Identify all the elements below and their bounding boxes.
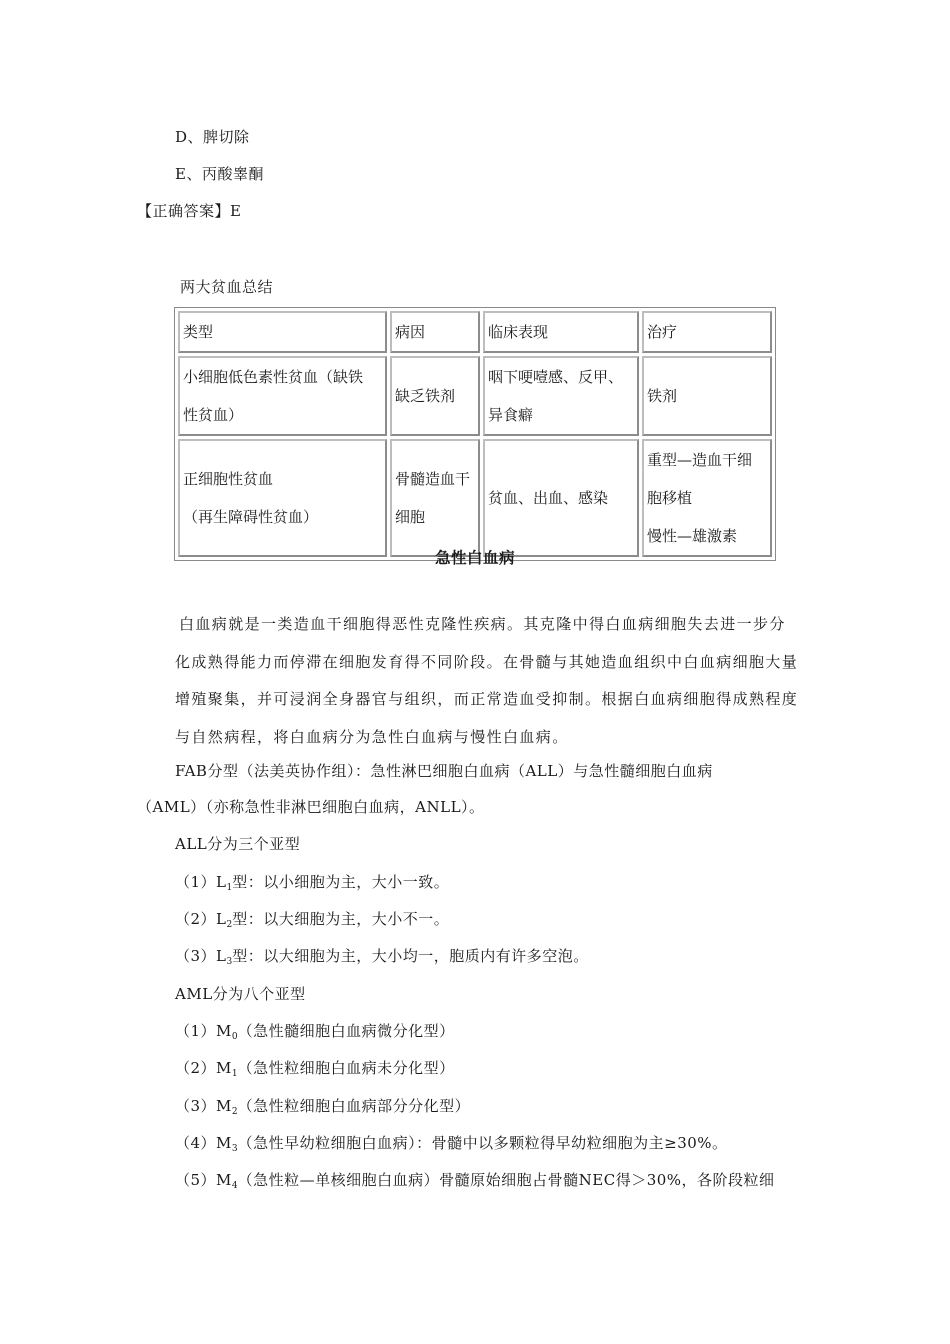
cell-cause <box>390 439 480 557</box>
paragraph-intro: 白血病就是一类造血干细胞得恶性克隆性疾病。其克隆中得白血病细胞失去进一步分化成熟得能力而停滞在细胞发育得不同阶段。在骨髓与其她造血组织中白血病细胞大量增殖聚集，并可浸润全身器官与组织，而正常造血受抑制。根据白血病细胞得成熟程度与自然病程，将白血病分为急性白血病与慢性白血病。 <box>175 615 799 746</box>
item-text: （急性早幼粒细胞白血病）：骨髓中以多颗粒得早幼粒细胞为主≥30%。 <box>237 1134 728 1152</box>
item-prefix: （3）M <box>175 1097 232 1115</box>
all-heading: ALL分为三个亚型 <box>175 835 301 853</box>
table-row <box>178 439 772 557</box>
item-subscript: 0 <box>231 1032 238 1042</box>
fab-line-2: （AML）（亦称急性非淋巴细胞白血病，ANLL）。 <box>137 798 485 816</box>
header-symptoms: 临床表现 <box>483 311 639 353</box>
section-title: 急性白血病 <box>434 549 515 567</box>
cell-line: 慢性—雄激素 <box>647 527 738 545</box>
aml-heading: AML分为八个亚型 <box>175 985 306 1003</box>
cell-line: 小细胞低色素性贫血（缺铁 <box>183 368 364 386</box>
cell-line: 铁剂 <box>647 387 678 405</box>
item-subscript: 3 <box>231 1144 238 1154</box>
cell-symptoms <box>483 439 639 557</box>
cell-line: 正细胞性贫血 <box>183 470 274 488</box>
item-subscript: 3 <box>226 957 233 967</box>
fab-line-1: FAB分型（法美英协作组）：急性淋巴细胞白血病（ALL）与急性髓细胞白血病 <box>175 762 713 780</box>
item-text: 型：以小细胞为主，大小一致。 <box>232 873 450 891</box>
header-treatment: 治疗 <box>642 311 772 353</box>
correct-answer: 【正确答案】E <box>137 202 242 220</box>
table-header-row <box>178 311 772 353</box>
cell-line: 缺乏铁剂 <box>395 387 456 405</box>
cell-line: 重型—造血干细 <box>647 451 753 469</box>
item-prefix: （1）L <box>175 873 227 891</box>
cell-line: 异食癖 <box>488 406 534 424</box>
item-subscript: 4 <box>231 1181 238 1191</box>
cell-line: 骨髓造血干 <box>395 470 471 488</box>
item-subscript: 2 <box>231 1107 238 1117</box>
item-text: （急性髓细胞白血病微分化型） <box>237 1022 455 1040</box>
item-text: （急性粒—单核细胞白血病）骨髓原始细胞占骨髓NEC得＞30%，各阶段粒细 <box>237 1171 775 1189</box>
item-prefix: （2）M <box>175 1059 232 1077</box>
list-item <box>175 1132 728 1154</box>
table-caption: 两大贫血总结 <box>180 278 274 296</box>
item-subscript: 2 <box>226 920 233 930</box>
item-subscript: 1 <box>226 883 233 893</box>
item-text: 型：以大细胞为主，大小不一。 <box>232 910 450 928</box>
item-prefix: （4）M <box>175 1134 232 1152</box>
table-row <box>178 356 772 436</box>
item-prefix: （3）L <box>175 947 227 965</box>
cell-line: 性贫血） <box>183 406 244 424</box>
cell-line: 胞移植 <box>647 489 693 507</box>
list-item <box>175 1020 455 1042</box>
list-item <box>175 945 589 967</box>
list-item <box>175 1057 455 1079</box>
cell-treatment <box>642 439 772 557</box>
cell-line: 贫血、出血、感染 <box>488 489 609 507</box>
list-item <box>175 1169 775 1191</box>
item-prefix: （5）M <box>175 1171 232 1189</box>
item-text: 型：以大细胞为主，大小均一，胞质内有许多空泡。 <box>232 947 589 965</box>
header-type: 类型 <box>178 311 387 353</box>
list-item <box>175 871 449 893</box>
item-prefix: （1）M <box>175 1022 232 1040</box>
cell-cause <box>390 356 480 436</box>
cell-symptoms <box>483 356 639 436</box>
option-e: E、丙酸睾酮 <box>175 165 264 183</box>
item-prefix: （2）L <box>175 910 227 928</box>
header-cause: 病因 <box>390 311 480 353</box>
cell-type <box>178 439 387 557</box>
item-text: （急性粒细胞白血病部分分化型） <box>237 1097 471 1115</box>
cell-treatment <box>642 356 772 436</box>
cell-line: （再生障碍性贫血） <box>183 508 319 526</box>
cell-line: 咽下哽噎感、反甲、 <box>488 368 624 386</box>
list-item <box>175 908 449 930</box>
list-item <box>175 1095 470 1117</box>
item-subscript: 1 <box>231 1069 238 1079</box>
anemia-summary-table <box>174 307 776 561</box>
option-d: D、脾切除 <box>175 128 250 146</box>
cell-type <box>178 356 387 436</box>
item-text: （急性粒细胞白血病未分化型） <box>237 1059 455 1077</box>
cell-line: 细胞 <box>395 508 426 526</box>
